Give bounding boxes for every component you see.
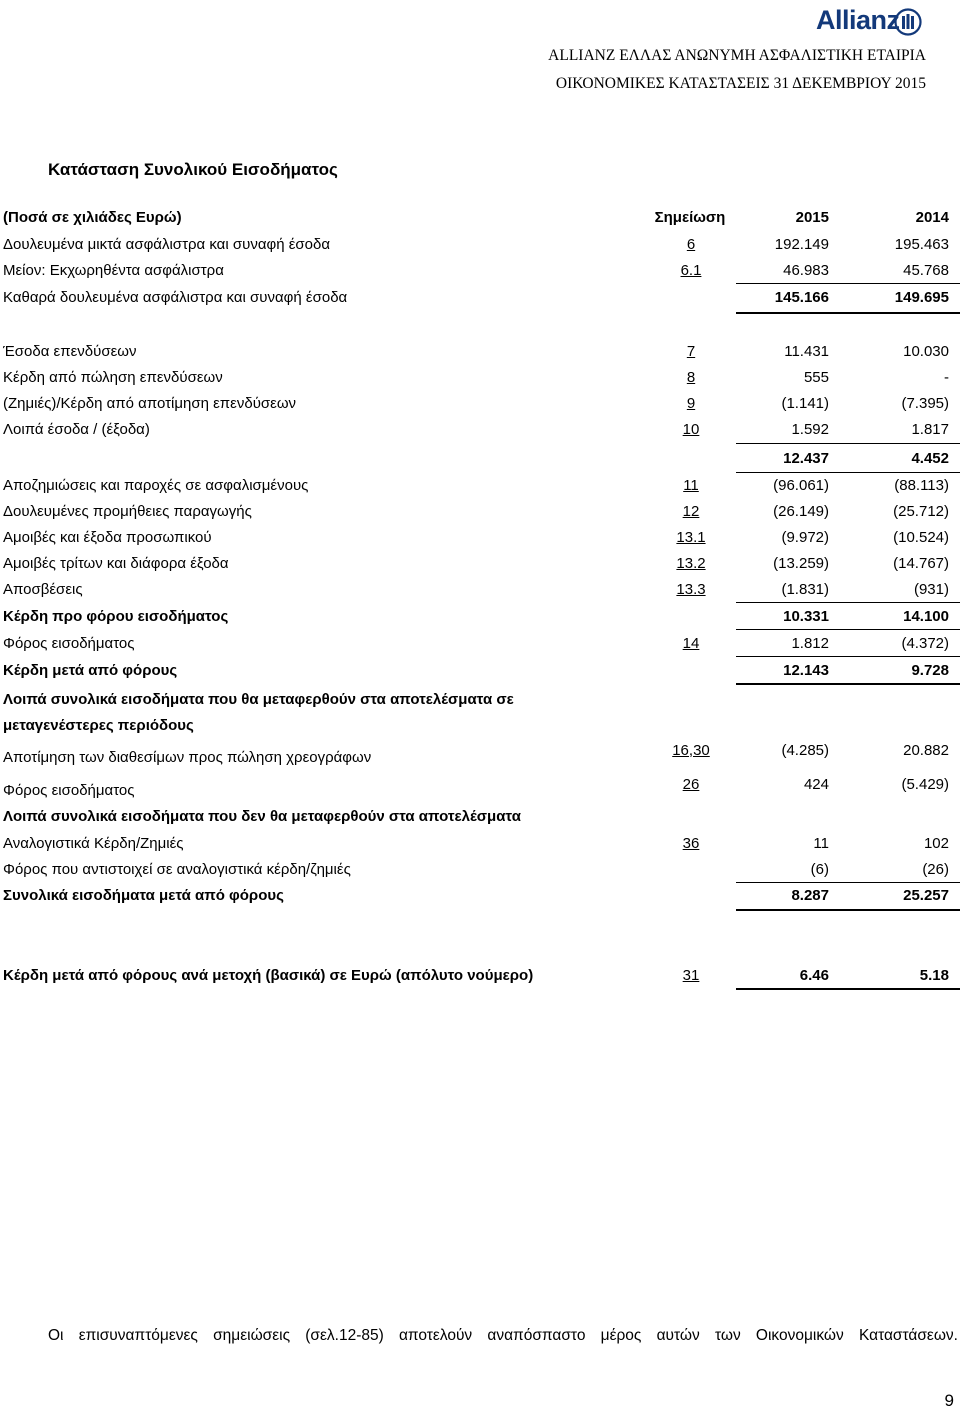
divider [736, 312, 960, 314]
table-row: Αμοιβές τρίτων και διάφορα έξοδα 13.2 (13.259) (14.767) [3, 555, 949, 572]
year-2015-header: 2015 [795, 209, 829, 226]
table-header [0, 209, 960, 231]
section-heading: Λοιπά συνολικά εισοδήματα που θα μεταφερθούν στα αποτελέσματα σε [3, 691, 514, 708]
note-link[interactable]: 12 [682, 503, 700, 520]
table-row: Κέρδη από πώληση επενδύσεων 8 555 - [3, 369, 949, 386]
divider [736, 683, 960, 685]
divider [736, 443, 960, 444]
divider [736, 283, 960, 284]
allianz-eagle-icon [894, 8, 922, 36]
section-heading: μεταγενέστερες περιόδους [3, 717, 194, 734]
table-row: Δουλευμένες προμήθειες παραγωγής 12 (26.149) (25.712) [3, 503, 949, 520]
note-link[interactable]: 7 [686, 343, 696, 360]
page-number: 9 [944, 1391, 954, 1410]
note-link[interactable]: 13.3 [676, 581, 706, 598]
units-label: (Ποσά σε χιλιάδες Ευρώ) [3, 209, 182, 226]
divider [736, 909, 960, 911]
divider [736, 472, 960, 473]
year-2014-header: 2014 [915, 209, 949, 226]
note-link[interactable]: 9 [686, 395, 696, 412]
table-row: Δουλευμένα μικτά ασφάλιστρα και συναφή έσοδα 6 192.149 195.463 [3, 236, 949, 253]
logo-wordmark: Allianz [816, 5, 900, 35]
eps-row: Κέρδη μετά από φόρους ανά μετοχή (βασικά) σε Ευρώ (απόλυτο νούμερο) 31 6.46 5.18 [3, 967, 949, 984]
note-link[interactable]: 36 [682, 835, 700, 852]
table-row: Αποζημιώσεις και παροχές σε ασφαλισμένους 11 (96.061) (88.113) [3, 477, 949, 494]
divider [736, 656, 960, 657]
table-row-subtotal: Κέρδη προ φόρου εισοδήματος 10.331 14.100 [3, 608, 949, 625]
table-row: Έσοδα επενδύσεων 7 11.431 10.030 [3, 343, 949, 360]
page-title: Κατάσταση Συνολικού Εισοδήματος [48, 160, 338, 179]
note-column-header: Σημείωση [654, 209, 726, 226]
table-row: Αμοιβές και έξοδα προσωπικού 13.1 (9.972) (10.524) [3, 529, 949, 546]
table-row: Αποτίμηση των διαθεσίμων προς πώληση χρεογράφων 16,30 (4.285) 20.882 [3, 742, 949, 766]
note-link[interactable]: 31 [682, 967, 700, 984]
note-link[interactable]: 11 [683, 477, 699, 494]
table-row: Λοιπά έσοδα / (έξοδα) 10 1.592 1.817 [3, 421, 949, 438]
table-row: Φόρος εισοδήματος 14 1.812 (4.372) [3, 635, 949, 652]
table-row: Αποσβέσεις 13.3 (1.831) (931) [3, 581, 949, 598]
note-link[interactable]: 13.1 [676, 529, 706, 546]
note-link[interactable]: 26 [682, 776, 700, 793]
allianz-logo [816, 4, 924, 38]
divider [736, 602, 960, 603]
table-row-subtotal: Καθαρά δουλευμένα ασφάλιστρα και συναφή έσοδα 145.166 149.695 [3, 289, 949, 306]
note-link[interactable]: 6 [686, 236, 696, 253]
table-row: Φόρος εισοδήματος 26 424 (5.429) [3, 776, 949, 799]
table-row-total: Συνολικά εισοδήματα μετά από φόρους 8.287 25.257 [3, 887, 949, 904]
divider [736, 629, 960, 630]
table-row-subtotal: 12.437 4.452 [783, 450, 949, 467]
table-row: Φόρος που αντιστοιχεί σε αναλογιστικά κέρδη/ζημιές (6) (26) [3, 861, 949, 878]
note-link[interactable]: 16,30 [672, 742, 710, 759]
note-link[interactable]: 6.1 [680, 262, 702, 279]
divider [736, 882, 960, 883]
section-heading: Λοιπά συνολικά εισοδήματα που δεν θα μεταφερθούν στα αποτελέσματα [3, 808, 521, 825]
report-subtitle: ΟΙΚΟΝΟΜΙΚΕΣ ΚΑΤΑΣΤΑΣΕΙΣ 31 ΔΕΚΕΜΒΡΙΟΥ 2015 [555, 75, 926, 92]
company-name: ALLIANZ ΕΛΛΑΣ ΑΝΩΝΥΜΗ ΑΣΦΑΛΙΣΤΙΚΗ ΕΤΑΙΡΙΑ [548, 47, 926, 64]
table-row: Μείον: Εκχωρηθέντα ασφάλιστρα 6.1 46.983 45.768 [3, 262, 949, 279]
table-row: (Ζημιές)/Κέρδη από αποτίμηση επενδύσεων 9 (1.141) (7.395) [3, 395, 949, 412]
footer-note: Οι επισυναπτόμενες σημειώσεις (σελ.12-85) αποτελούν αναπόσπαστο μέρος αυτών των Οικονομικών Καταστάσεων. [48, 1327, 958, 1344]
note-link[interactable]: 8 [686, 369, 696, 386]
table-row-subtotal: Κέρδη μετά από φόρους 12.143 9.728 [3, 662, 949, 679]
note-link[interactable]: 13.2 [676, 555, 706, 572]
note-link[interactable]: 14 [682, 635, 700, 652]
divider [736, 988, 960, 990]
table-row: Αναλογιστικά Κέρδη/Ζημιές 36 11 102 [3, 835, 949, 852]
note-link[interactable]: 10 [682, 421, 700, 438]
